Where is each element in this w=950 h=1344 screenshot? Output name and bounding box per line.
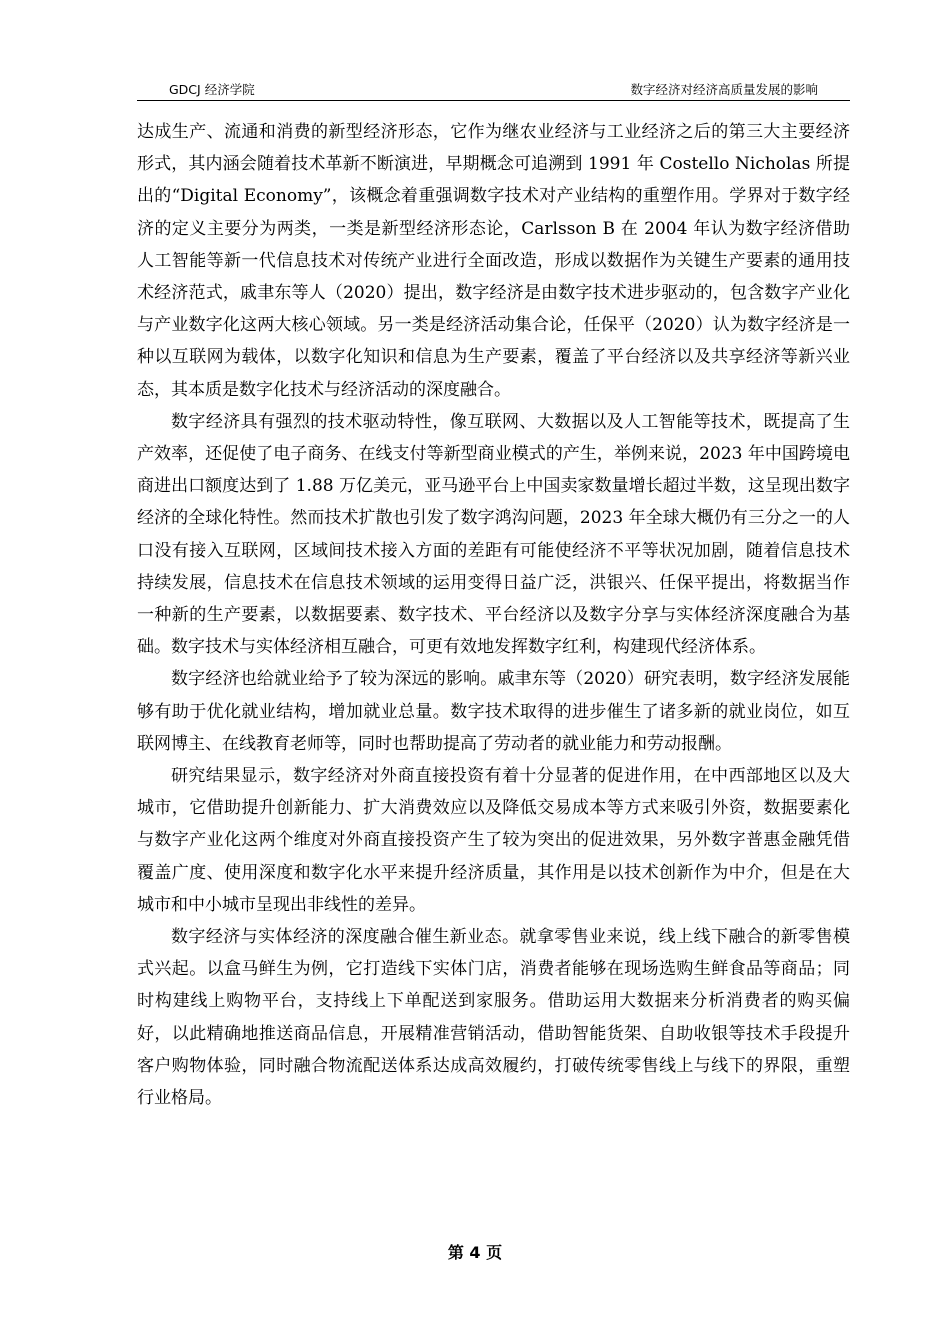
- document-body: [137, 116, 850, 1114]
- paragraph-5: 数字经济与实体经济的深度融合催生新业态。就拿零售业来说，线上线下融合的新零售模式兴起。以盒马鲜生为例，它打造线下实体门店，消费者能够在现场选购生鲜食品等商品；同时构建线上购物平台，支持线上下单配送到家服务。借助运用大数据来分析消费者的购买偏好，以此精确地推送商品信息，开展精准营销活动，借助智能货架、自助收银等技术手段提升客户购物体验，同时融合物流配送体系达成高效履约，打破传统零售线上与线下的界限，重塑行业格局。: [137, 927, 850, 1109]
- page-number: 第 4 页: [447, 1243, 503, 1262]
- page-header: [137, 76, 850, 101]
- header-institution: GDCJ 经济学院: [169, 82, 255, 97]
- paragraph-2: 数字经济具有强烈的技术驱动特性，像互联网、大数据以及人工智能等技术，既提高了生产效率，还促使了电子商务、在线支付等新型商业模式的产生，举例来说，2023 年中国跨境电商进出口额度达到了 1.88 万亿美元，亚马逊平台上中国卖家数量增长超过半数，这呈现出数字经济的全球化特性。然而技术扩散也引发了数字鸿沟问题，2023 年全球大概仍有三分之一的人口没有接入互联网，区域间技术接入方面的差距有可能使经济不平等状况加剧，随着信息技术持续发展，信息技术在信息技术领域的运用变得日益广泛，洪银兴、任保平提出，将数据当作一种新的生产要素，以数据要素、数字技术、平台经济以及数字分享与实体经济深度融合为基础。数字技术与实体经济相互融合，可更有效地发挥数字红利，构建现代经济体系。: [137, 411, 850, 658]
- header-document-title: 数字经济对经济高质量发展的影响: [630, 82, 818, 97]
- paragraph-1: 达成生产、流通和消费的新型经济形态，它作为继农业经济与工业经济之后的第三大主要经济形式，其内涵会随着技术革新不断演进，早期概念可追溯到 1991 年 Costello Nicholas 所提出的“Digital Economy”，该概念着重强调数字技术对产业结构的重塑作用。学界对于数字经济的定义主要分为两类，一类是新型经济形态论，Carlsson B 在 2004 年认为数字经济借助人工智能等新一代信息技术对传统产业进行全面改造，形成以数据作为关键生产要素的通用技术经济范式，戚聿东等人（2020）提出，数字经济是由数字技术进步驱动的，包含数字产业化与产业数字化这两大核心领域。另一类是经济活动集合论，任保平（2020）认为数字经济是一种以互联网为载体，以数字化知识和信息为生产要素，覆盖了平台经济以及共享经济等新兴业态，其本质是数字化技术与经济活动的深度融合。: [137, 122, 850, 400]
- paragraph-3: 数字经济也给就业给予了较为深远的影响。戚聿东等（2020）研究表明，数字经济发展能够有助于优化就业结构，增加就业总量。数字技术取得的进步催生了诸多新的就业岗位，如互联网博主、在线教育老师等，同时也帮助提高了劳动者的就业能力和劳动报酬。: [137, 669, 850, 754]
- paragraph-4: 研究结果显示，数字经济对外商直接投资有着十分显著的促进作用，在中西部地区以及大城市，它借助提升创新能力、扩大消费效应以及降低交易成本等方式来吸引外资，数据要素化与数字产业化这两个维度对外商直接投资产生了较为突出的促进效果，另外数字普惠金融凭借覆盖广度、使用深度和数字化水平来提升经济质量，其作用是以技术创新作为中介，但是在大城市和中小城市呈现出非线性的差异。: [137, 766, 850, 915]
